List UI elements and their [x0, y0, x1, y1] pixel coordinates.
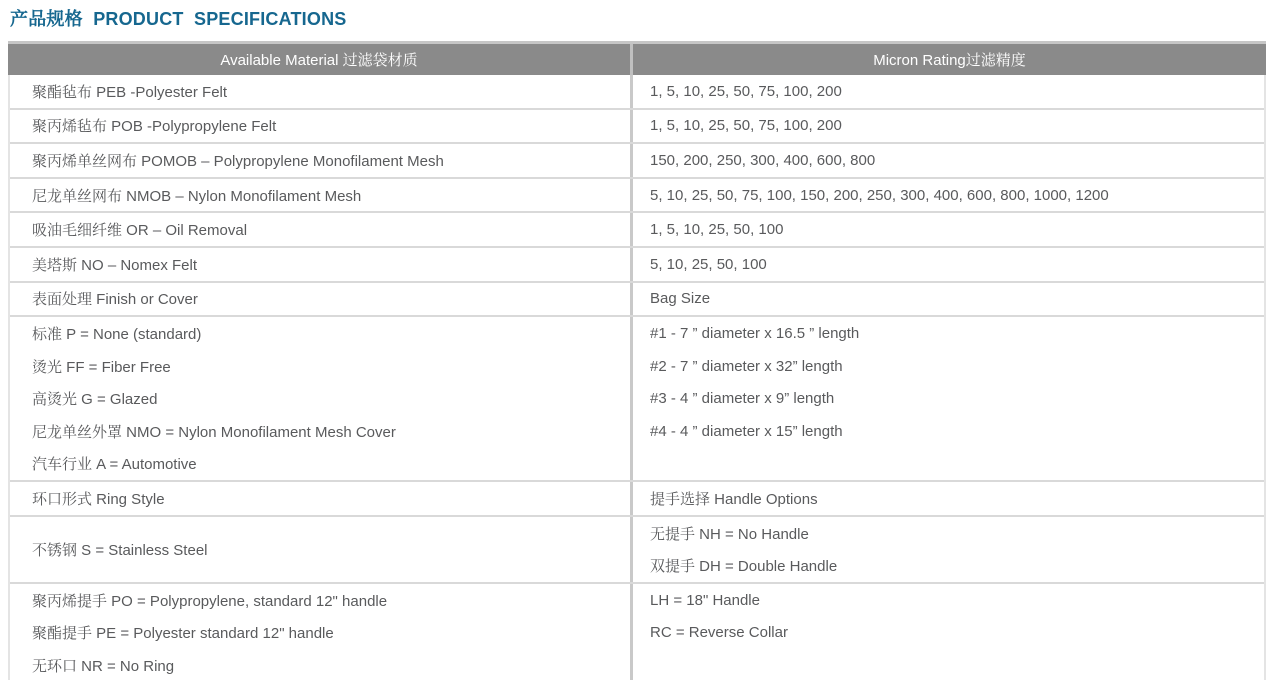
material-cell	[10, 110, 630, 143]
table-row	[10, 246, 1264, 281]
table-row	[10, 281, 1264, 316]
table-row	[10, 515, 1264, 582]
cell-line: 尼龙单丝网布 NMOB – Nylon Monofilament Mesh	[32, 187, 362, 205]
micron-cell	[630, 584, 1264, 680]
cell-line: #4 - 4 ” diameter x 15” length	[650, 422, 843, 440]
table-row	[10, 177, 1264, 212]
cell-line: LH = 18" Handle	[650, 591, 760, 609]
material-cell	[10, 213, 630, 246]
material-cell	[10, 584, 630, 680]
cell-line: 汽车行业 A = Automotive	[32, 456, 197, 474]
material-cell	[10, 317, 630, 480]
cell-line: 1, 5, 10, 25, 50, 75, 100, 200	[650, 117, 842, 135]
cell-line: 5, 10, 25, 50, 75, 100, 150, 200, 250, 300, 400, 600, 800, 1000, 1200	[650, 186, 1109, 204]
table-row	[10, 75, 1264, 108]
cell-line: 不锈钢 S = Stainless Steel	[32, 541, 208, 559]
table-row	[10, 582, 1264, 680]
material-cell	[10, 144, 630, 177]
cell-line: 标准 P = None (standard)	[32, 325, 202, 343]
cell-line: 尼龙单丝外罩 NMO = Nylon Monofilament Mesh Cover	[32, 423, 396, 441]
cell-line: #3 - 4 ” diameter x 9” length	[650, 390, 835, 408]
material-cell	[10, 248, 630, 281]
micron-cell	[630, 283, 1264, 316]
cell-line: 环口形式 Ring Style	[32, 490, 165, 508]
cell-line: 聚酯提手 PE = Polyester standard 12" handle	[32, 625, 334, 643]
cell-line: #1 - 7 ” diameter x 16.5 ” length	[650, 324, 860, 342]
table-header-row	[8, 41, 1266, 75]
material-cell	[10, 75, 630, 108]
material-cell	[10, 283, 630, 316]
micron-cell	[630, 75, 1264, 108]
cell-line: RC = Reverse Collar	[650, 624, 788, 642]
micron-cell	[630, 248, 1264, 281]
cell-line: 烫光 FF = Fiber Free	[32, 358, 171, 376]
cell-line: 1, 5, 10, 25, 50, 100	[650, 221, 784, 239]
header-available-material: Available Material 过滤袋材质	[220, 52, 418, 69]
cell-line: 美塔斯 NO – Nomex Felt	[32, 256, 198, 274]
cell-line: 无环口 NR = No Ring	[32, 657, 175, 675]
micron-cell	[630, 517, 1264, 582]
micron-cell	[630, 179, 1264, 212]
table-row	[10, 142, 1264, 177]
material-cell	[10, 482, 630, 515]
table-row	[10, 480, 1264, 515]
cell-line: 聚丙烯毡布 POB -Polypropylene Felt	[32, 118, 277, 136]
micron-cell	[630, 482, 1264, 515]
micron-cell	[630, 317, 1264, 480]
cell-line: 150, 200, 250, 300, 400, 600, 800	[650, 151, 876, 169]
cell-line: 吸油毛细纤维 OR – Oil Removal	[32, 222, 248, 240]
micron-cell	[630, 213, 1264, 246]
material-cell	[10, 517, 630, 582]
header-micron-rating: Micron Rating过滤精度	[630, 44, 1266, 75]
cell-line: 聚酯毡布 PEB -Polyester Felt	[32, 83, 228, 101]
cell-line: 5, 10, 25, 50, 100	[650, 255, 767, 273]
cell-line: 无提手 NH = No Handle	[650, 525, 809, 543]
cell-line: 表面处理 Finish or Cover	[32, 291, 198, 309]
table-row	[10, 108, 1264, 143]
cell-line: 双提手 DH = Double Handle	[650, 558, 838, 576]
cell-line: #2 - 7 ” diameter x 32” length	[650, 357, 843, 375]
cell-line: 提手选择 Handle Options	[650, 490, 818, 508]
page-title: 产品规格 PRODUCT SPECIFICATIONS	[10, 9, 347, 29]
cell-line: 聚丙烯提手 PO = Polypropylene, standard 12" handle	[32, 592, 388, 610]
table-row	[10, 211, 1264, 246]
micron-cell	[630, 110, 1264, 143]
product-specifications-table	[8, 41, 1266, 680]
cell-line: 聚丙烯单丝网布 POMOB – Polypropylene Monofilament Mesh	[32, 152, 444, 170]
table-row	[10, 315, 1264, 480]
material-cell	[10, 179, 630, 212]
micron-cell	[630, 144, 1264, 177]
cell-line: 高烫光 G = Glazed	[32, 391, 158, 409]
cell-line: Bag Size	[650, 290, 711, 308]
table-body	[8, 75, 1266, 680]
cell-line: 1, 5, 10, 25, 50, 75, 100, 200	[650, 82, 842, 100]
